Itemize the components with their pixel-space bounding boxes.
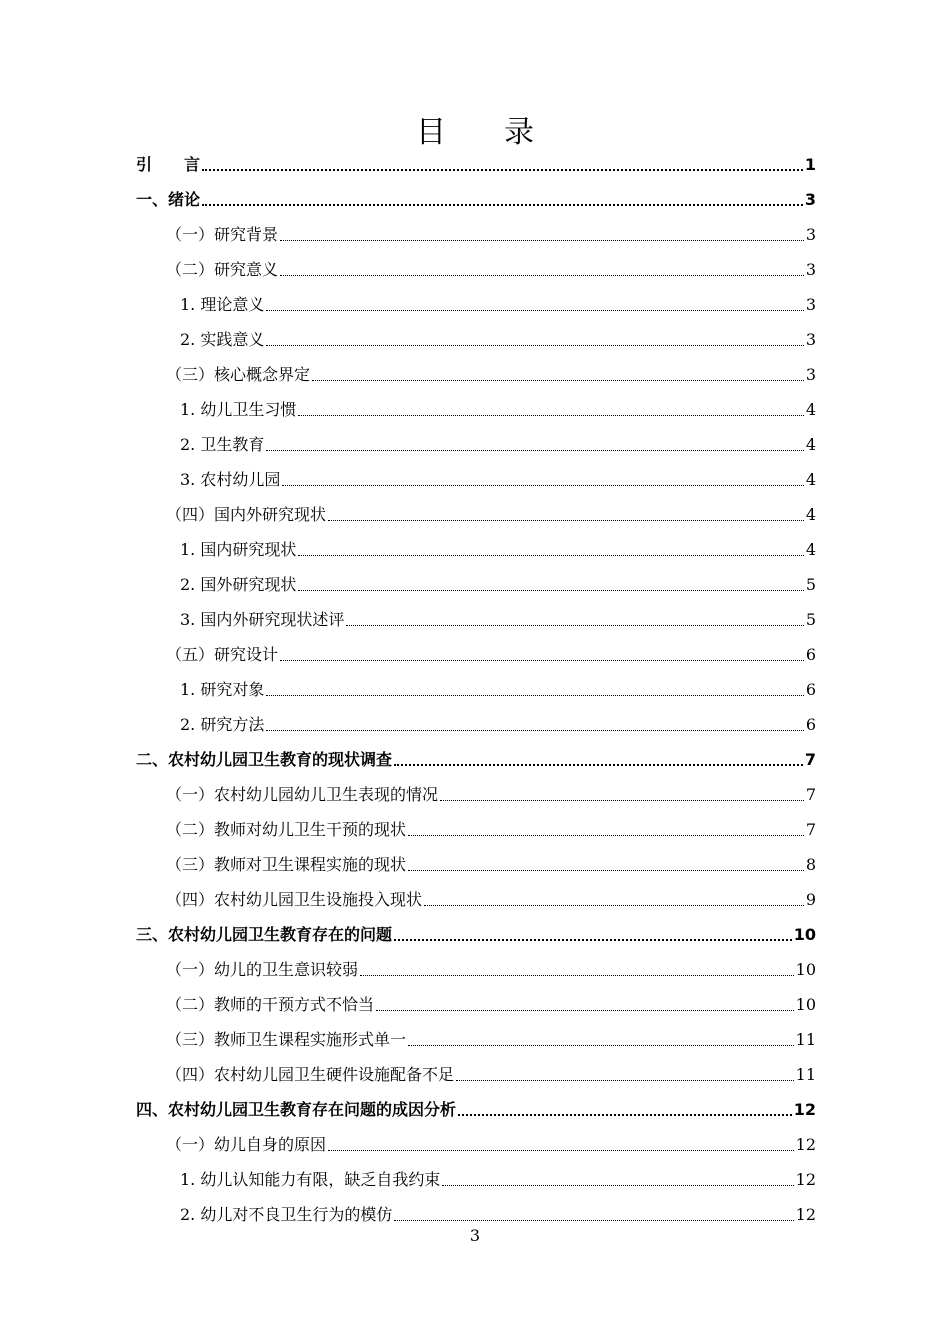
toc-entry-page-number: 3 [805,365,816,384]
toc-entry-label: 2. 卫生教育 [180,435,265,454]
toc-entry-page-number: 10 [793,925,816,944]
toc-entry-page-number: 4 [805,435,816,454]
toc-dot-leader [458,1114,792,1116]
toc-dot-leader [298,590,803,591]
toc-entry-page-number: 12 [795,1170,816,1189]
toc-entry[interactable] [136,212,816,247]
toc-entry-page-number: 4 [805,470,816,489]
toc-entry[interactable] [136,702,816,737]
toc-dot-leader [328,1150,794,1151]
toc-dot-leader [394,939,792,941]
toc-entry-label: （二）教师对幼儿卫生干预的现状 [166,820,407,839]
toc-entry-page-number: 1 [804,155,816,174]
toc-entry[interactable] [136,387,816,422]
toc-entry-page-number: 6 [805,715,816,734]
toc-dot-leader [346,625,803,626]
toc-entry-label: 1. 国内研究现状 [180,540,297,559]
toc-entry-label: 2. 实践意义 [180,330,265,349]
toc-entry-label: （二）研究意义 [166,260,279,279]
toc-dot-leader [202,169,803,171]
toc-entry[interactable] [136,912,816,947]
toc-entry-page-number: 6 [805,680,816,699]
toc-entry-label: （一）幼儿自身的原因 [166,1135,327,1154]
toc-entry-label: （四）国内外研究现状 [166,505,327,524]
toc-entry-page-number: 3 [804,190,816,209]
toc-dot-leader [328,520,804,521]
toc-entry[interactable] [136,457,816,492]
toc-entry[interactable] [136,842,816,877]
toc-entry[interactable] [136,1017,816,1052]
toc-entry-label: 1. 研究对象 [180,680,265,699]
toc-entry-label: （三）核心概念界定 [166,365,311,384]
toc-entry-label: 2. 国外研究现状 [180,575,297,594]
toc-entry[interactable] [136,142,816,177]
toc-dot-leader [280,275,804,276]
toc-entry[interactable] [136,667,816,702]
toc-title-char-1: 目 [416,115,446,150]
toc-entry[interactable] [136,947,816,982]
toc-dot-leader [442,1185,793,1186]
toc-entry[interactable] [136,1157,816,1192]
toc-entry-page-number: 3 [805,260,816,279]
toc-entry-label: 2. 幼儿对不良卫生行为的模仿 [180,1205,393,1224]
toc-entry[interactable] [136,1052,816,1087]
toc-entry-label: （二）教师的干预方式不恰当 [166,995,375,1014]
toc-entry[interactable] [136,422,816,457]
toc-entry[interactable] [136,1192,816,1227]
toc-dot-leader [394,1220,793,1221]
toc-entry[interactable] [136,1122,816,1157]
toc-dot-leader [266,310,803,311]
toc-entry-page-number: 4 [805,505,816,524]
toc-entry[interactable] [136,247,816,282]
toc-entry-label: 1. 幼儿卫生习惯 [180,400,297,419]
toc-entry-page-number: 7 [805,820,816,839]
toc-entry[interactable] [136,877,816,912]
toc-entry-page-number: 6 [805,645,816,664]
toc-dot-leader [456,1080,794,1081]
toc-dot-leader [424,905,804,906]
toc-entry-page-number: 12 [793,1100,816,1119]
toc-entry[interactable] [136,1087,816,1122]
toc-entry-page-number: 5 [805,610,816,629]
toc-dot-leader [280,660,804,661]
toc-entry-label: （三）教师卫生课程实施形式单一 [166,1030,407,1049]
toc-entry[interactable] [136,177,816,212]
toc-dot-leader [440,800,804,801]
toc-entry-label: 三、农村幼儿园卫生教育存在的问题 [136,925,393,944]
toc-dot-leader [408,870,804,871]
toc-entry-label: （四）农村幼儿园卫生硬件设施配备不足 [166,1065,455,1084]
toc-entry[interactable] [136,597,816,632]
toc-entry-label: （一）农村幼儿园幼儿卫生表现的情况 [166,785,439,804]
toc-entry-page-number: 4 [805,540,816,559]
toc-entry[interactable] [136,737,816,772]
toc-entry-label: 1. 理论意义 [180,295,265,314]
toc-dot-leader [266,450,803,451]
toc-entry-label: 3. 国内外研究现状述评 [180,610,345,629]
toc-entry-label: （五）研究设计 [166,645,279,664]
toc-entry-page-number: 7 [804,750,816,769]
toc-entry-page-number: 11 [795,1030,816,1049]
toc-entry-page-number: 4 [805,400,816,419]
toc-entry-label: （一）幼儿的卫生意识较弱 [166,960,359,979]
toc-entry[interactable] [136,317,816,352]
toc-entry-label: （一）研究背景 [166,225,279,244]
toc-dot-leader [266,695,803,696]
page-number: 3 [469,1226,481,1245]
toc-entry-page-number: 11 [795,1065,816,1084]
toc-entry-label: 四、农村幼儿园卫生教育存在问题的成因分析 [136,1100,457,1119]
toc-entry-page-number: 12 [795,1205,816,1224]
toc-entry-label: 二、农村幼儿园卫生教育的现状调查 [136,750,393,769]
toc-entry[interactable] [136,352,816,387]
toc-dot-leader [312,380,804,381]
toc-entry-page-number: 12 [795,1135,816,1154]
toc-title-char-2: 录 [504,115,534,150]
toc-dot-leader [266,730,803,731]
toc-dot-leader [298,555,803,556]
toc-entry-page-number: 3 [805,295,816,314]
toc-dot-leader [360,975,794,976]
toc-entry-label: （三）教师对卫生课程实施的现状 [166,855,407,874]
toc-dot-leader [394,764,803,766]
toc-dot-leader [280,240,804,241]
toc-entry-page-number: 8 [805,855,816,874]
toc-dot-leader [408,1045,794,1046]
toc-entry-page-number: 5 [805,575,816,594]
toc-entry-label: 引 言 [136,155,201,174]
toc-entry[interactable] [136,492,816,527]
toc-entry[interactable] [136,527,816,562]
toc-entry[interactable] [136,807,816,842]
toc-entry-label: 2. 研究方法 [180,715,265,734]
toc-dot-leader [298,415,803,416]
toc-entry-page-number: 3 [805,330,816,349]
toc-dot-leader [282,485,803,486]
toc-dot-leader [376,1010,794,1011]
toc-entry[interactable] [136,562,816,597]
toc-dot-leader [408,835,804,836]
toc-dot-leader [266,345,803,346]
toc-entry-label: 1. 幼儿认知能力有限，缺乏自我约束 [180,1170,441,1189]
table-of-contents [136,142,816,1227]
toc-entry[interactable] [136,282,816,317]
toc-entry[interactable] [136,772,816,807]
toc-dot-leader [202,204,803,206]
toc-entry-page-number: 3 [805,225,816,244]
toc-entry[interactable] [136,982,816,1017]
toc-entry-page-number: 7 [805,785,816,804]
toc-entry-label: 一、绪论 [136,190,201,209]
toc-entry-page-number: 10 [795,995,816,1014]
toc-entry-page-number: 10 [795,960,816,979]
toc-entry-label: 3. 农村幼儿园 [180,470,281,489]
toc-entry-page-number: 9 [805,890,816,909]
toc-entry-label: （四）农村幼儿园卫生设施投入现状 [166,890,423,909]
toc-entry[interactable] [136,632,816,667]
